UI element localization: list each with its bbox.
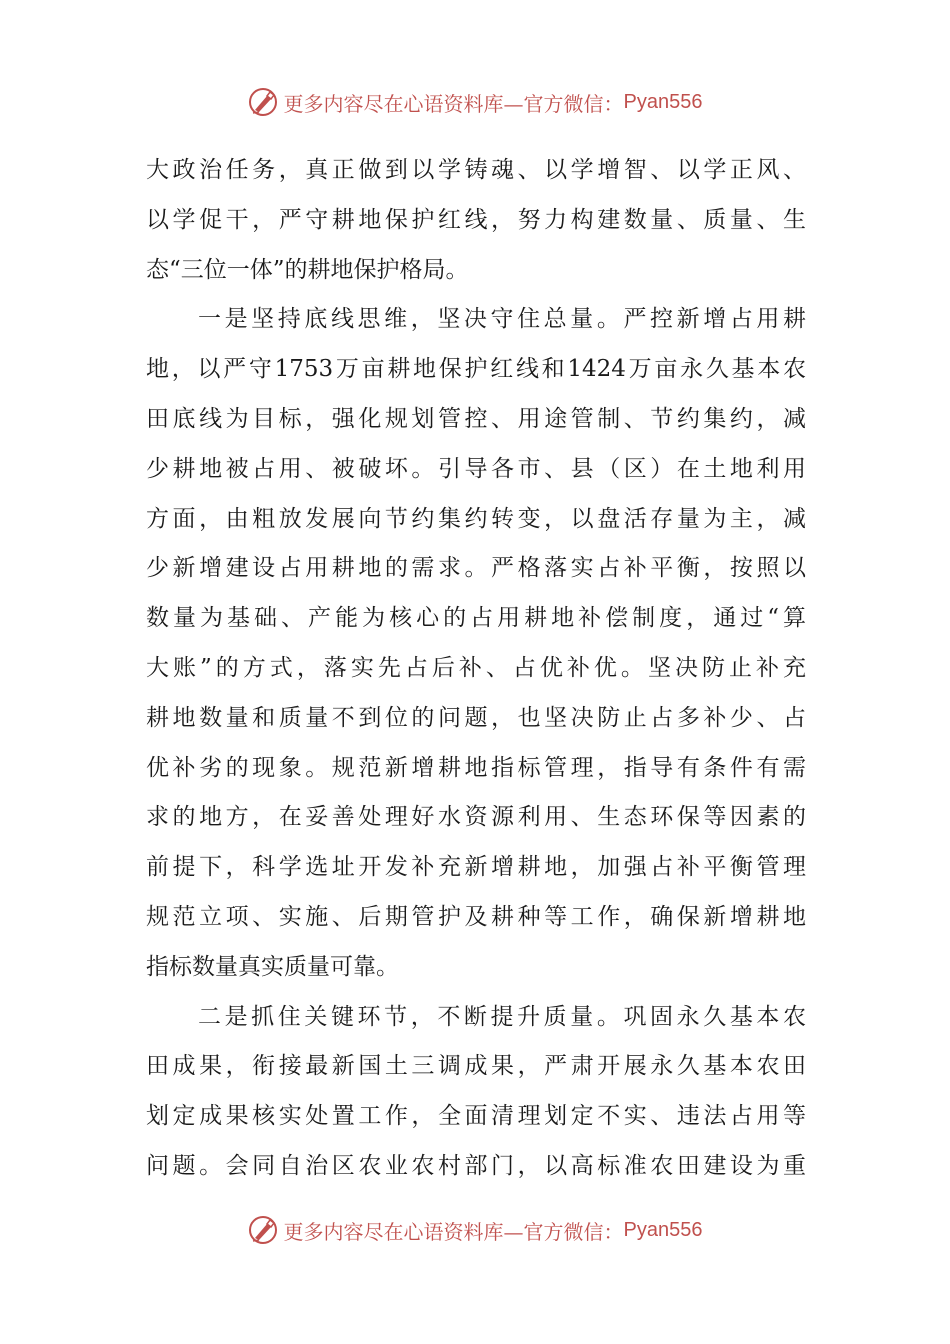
body-line: 以学促干，严守耕地保护红线，努力构建数量、质量、生: [146, 206, 806, 233]
body-line: 指标数量真实质量可靠。: [146, 953, 399, 980]
body-line: 少耕地被占用、被破坏。引导各市、县（区）在土地利用: [146, 455, 806, 482]
document-body: [146, 146, 806, 1192]
body-line: 一是坚持底线思维，坚决守住总量。严控新增占用耕: [198, 306, 806, 333]
pen-nib-logo-icon: [248, 1215, 278, 1245]
header-banner: [0, 82, 950, 122]
body-line: 大政治任务，真正做到以学铸魂、以学增智、以学正风、: [146, 157, 806, 183]
banner-text: 更多内容尽在心语资料库—官方微信：: [283, 1219, 624, 1244]
body-line: 田底线为目标，强化规划管控、用途管制、节约集约，减: [146, 405, 806, 432]
body-line: 方面，由粗放发展向节约集约转变，以盘活存量为主，减: [146, 505, 806, 532]
banner-wechat-id: Pyan556: [623, 1218, 703, 1241]
body-line: 态“三位一体”的耕地保护格局。: [146, 256, 469, 283]
banner-text: 更多内容尽在心语资料库—官方微信：: [283, 91, 624, 116]
banner-wechat-id: Pyan556: [623, 90, 703, 113]
body-line: 问题。会同自治区农业农村部门，以高标准农田建设为重: [146, 1152, 806, 1179]
body-line: 数量为基础、产能为核心的占用耕地补偿制度，通过“算: [146, 605, 806, 632]
body-line: 优补劣的现象。规范新增耕地指标管理，指导有条件有需: [146, 754, 806, 781]
body-line: 田成果，衔接最新国土三调成果，严肃开展永久基本农田: [146, 1053, 806, 1080]
body-line: 耕地数量和质量不到位的问题，也坚决防止占多补少、占: [146, 704, 806, 731]
body-line: 少新增建设占用耕地的需求。严格落实占补平衡，按照以: [146, 555, 806, 582]
body-line: 地，以严守1753万亩耕地保护红线和1424万亩永久基本农: [146, 356, 806, 383]
body-line: 求的地方，在妥善处理好水资源利用、生态环保等因素的: [146, 804, 806, 831]
body-line: 大账”的方式，落实先占后补、占优补优。坚决防止补充: [146, 654, 806, 681]
body-line: 规范立项、实施、后期管护及耕种等工作，确保新增耕地: [146, 903, 806, 930]
footer-banner: [0, 1210, 950, 1250]
pen-nib-logo-icon: [248, 87, 278, 117]
body-line: 二是抓住关键环节，不断提升质量。巩固永久基本农: [198, 1003, 806, 1030]
body-line: 划定成果核实处置工作，全面清理划定不实、违法占用等: [146, 1103, 806, 1130]
body-line: 前提下，科学选址开发补充新增耕地，加强占补平衡管理: [146, 854, 806, 881]
